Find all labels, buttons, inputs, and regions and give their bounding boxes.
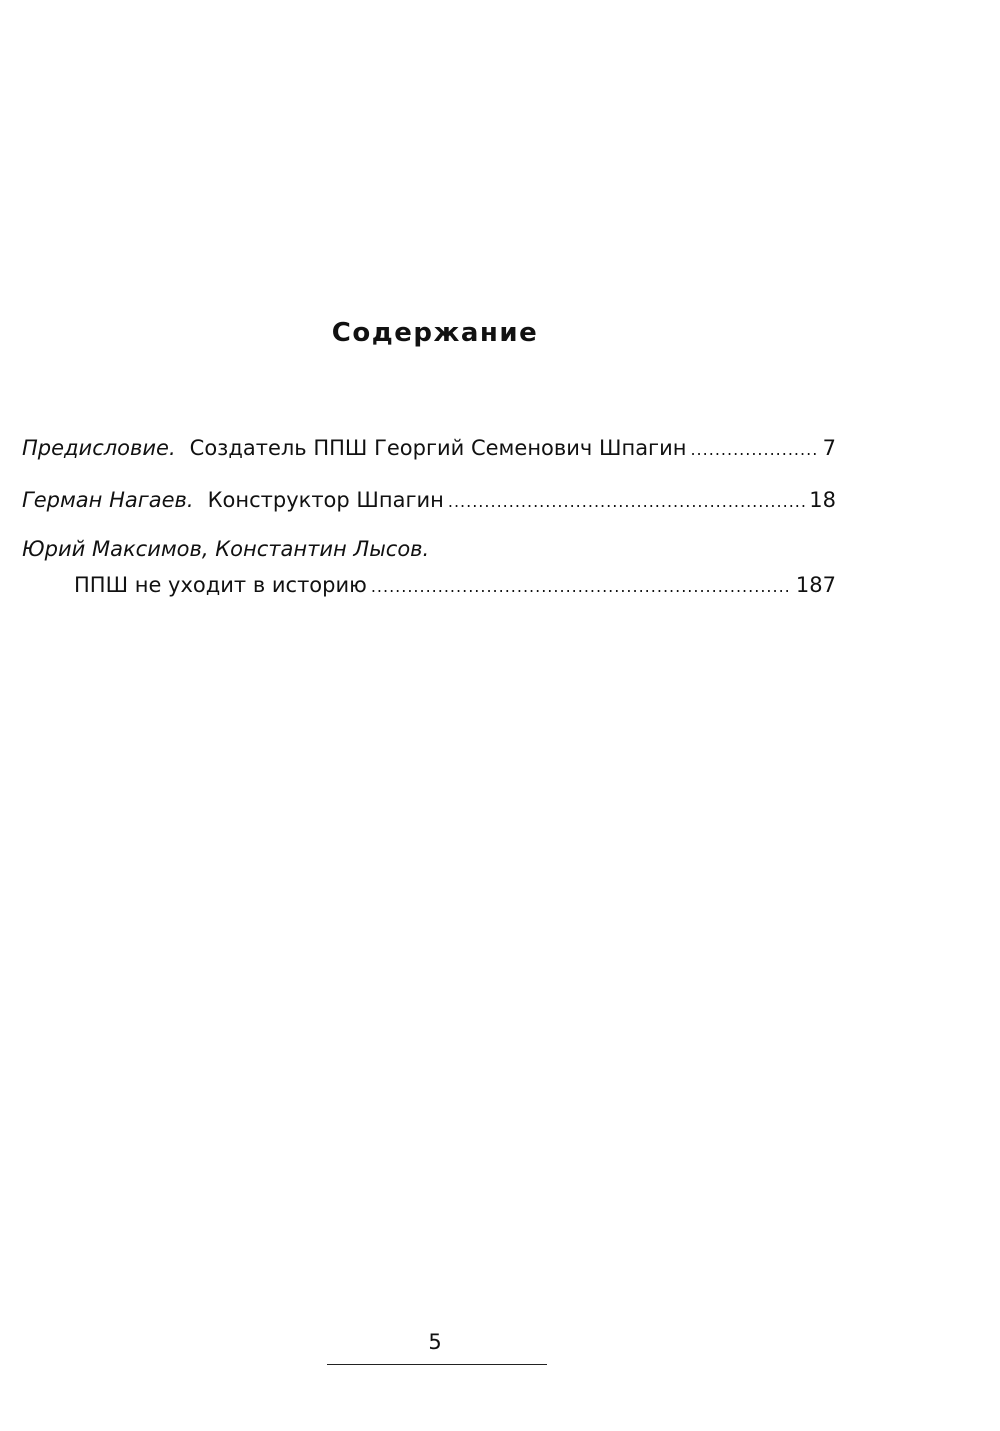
table-of-contents: [22, 433, 836, 602]
toc-entry[interactable]: [22, 433, 836, 465]
toc-entry-author: Герман Нагаев.: [22, 488, 194, 512]
dot-leader: [448, 487, 805, 517]
toc-entry-page: 187: [795, 573, 836, 597]
toc-entry-line: [22, 570, 836, 602]
toc-entry-page: 18: [809, 488, 836, 512]
footer-rule: [327, 1364, 547, 1365]
toc-entry[interactable]: [22, 534, 836, 602]
page-number: 5: [428, 1330, 442, 1354]
toc-entry[interactable]: [22, 485, 836, 517]
dot-leader: [690, 435, 818, 465]
toc-entry-author: Предисловие.: [22, 436, 176, 460]
toc-entry-title: Создатель ППШ Георгий Семенович Шпагин: [189, 436, 687, 460]
page-title: Содержание: [331, 318, 539, 348]
toc-entry-title: Конструктор Шпагин: [207, 488, 444, 512]
toc-entry-line: [22, 485, 836, 517]
toc-entry-line: [22, 433, 836, 465]
toc-entry-page: 7: [822, 436, 836, 460]
toc-entry-title: ППШ не уходит в историю: [74, 573, 367, 597]
dot-leader: [371, 572, 792, 602]
toc-entry-author: Юрий Максимов, Константин Лысов.: [22, 537, 430, 561]
